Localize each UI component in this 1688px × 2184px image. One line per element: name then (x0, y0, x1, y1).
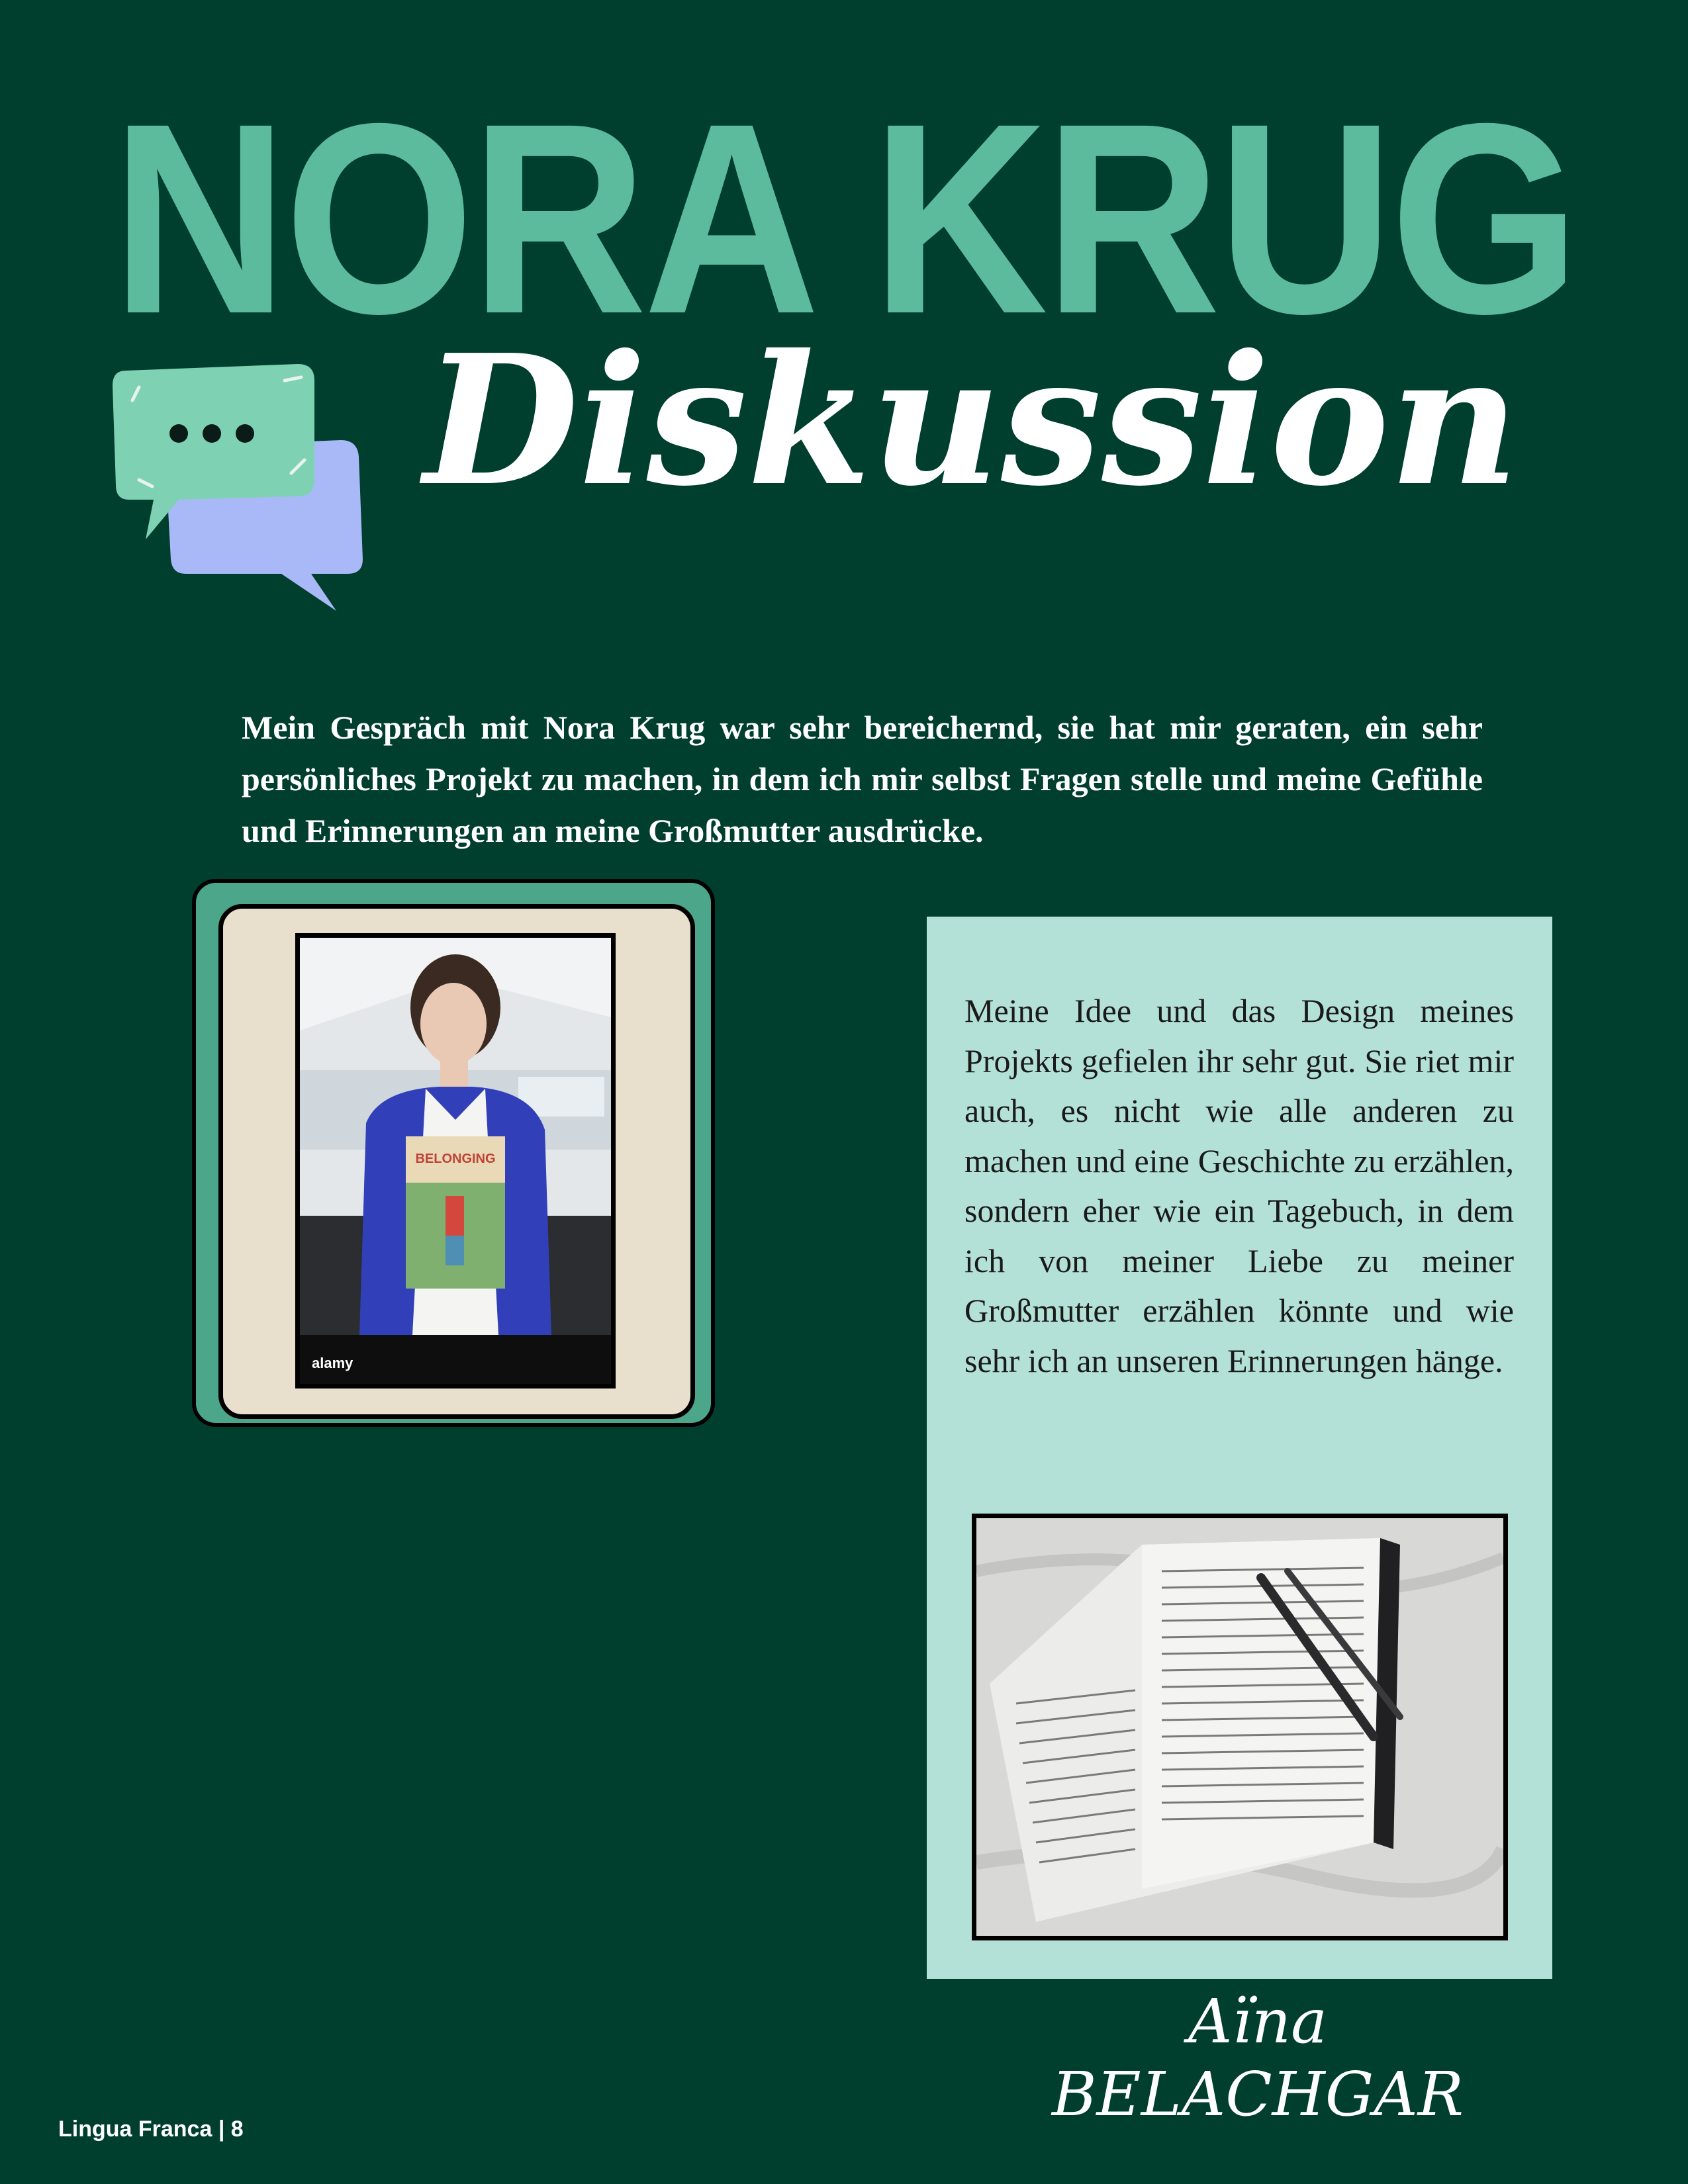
diary-illustration (976, 1518, 1503, 1936)
page-footer: Lingua Franca | 8 (58, 2116, 244, 2142)
watermark-text: alamy (312, 1355, 353, 1371)
box-paragraph: Meine Idee und das Design meines Projekts gefielen ihr sehr gut. Sie riet mir auch, es nicht wie alle anderen zu machen und eine Geschichte zu erzählen, sondern eher wie ein Tagebuch, in dem ich von meiner Liebe zu meiner Großmutter erzählen könnte und wie sehr ich an unseren Erinnerungen hänge. (964, 992, 1514, 1379)
book-title-text: BELONGING (415, 1152, 496, 1166)
intro-paragraph: Mein Gespräch mit Nora Krug war sehr bereichernd, sie hat mir geraten, ein sehr persönliches Projekt zu machen, in dem ich mir selbst Fragen stelle und meine Gefühle und Erinnerungen an meine Großmutter ausdrücke. (242, 709, 1483, 849)
portrait-illustration (300, 938, 611, 1384)
diary-photo (972, 1514, 1508, 1940)
page-title: NORA KRUG (111, 67, 1577, 370)
portrait-photo (295, 933, 616, 1388)
chat-bubbles-icon (113, 361, 371, 612)
page-subtitle: Diskussion (424, 315, 1520, 525)
author-signature: Aïna BELACHGAR (1051, 1986, 1464, 2130)
